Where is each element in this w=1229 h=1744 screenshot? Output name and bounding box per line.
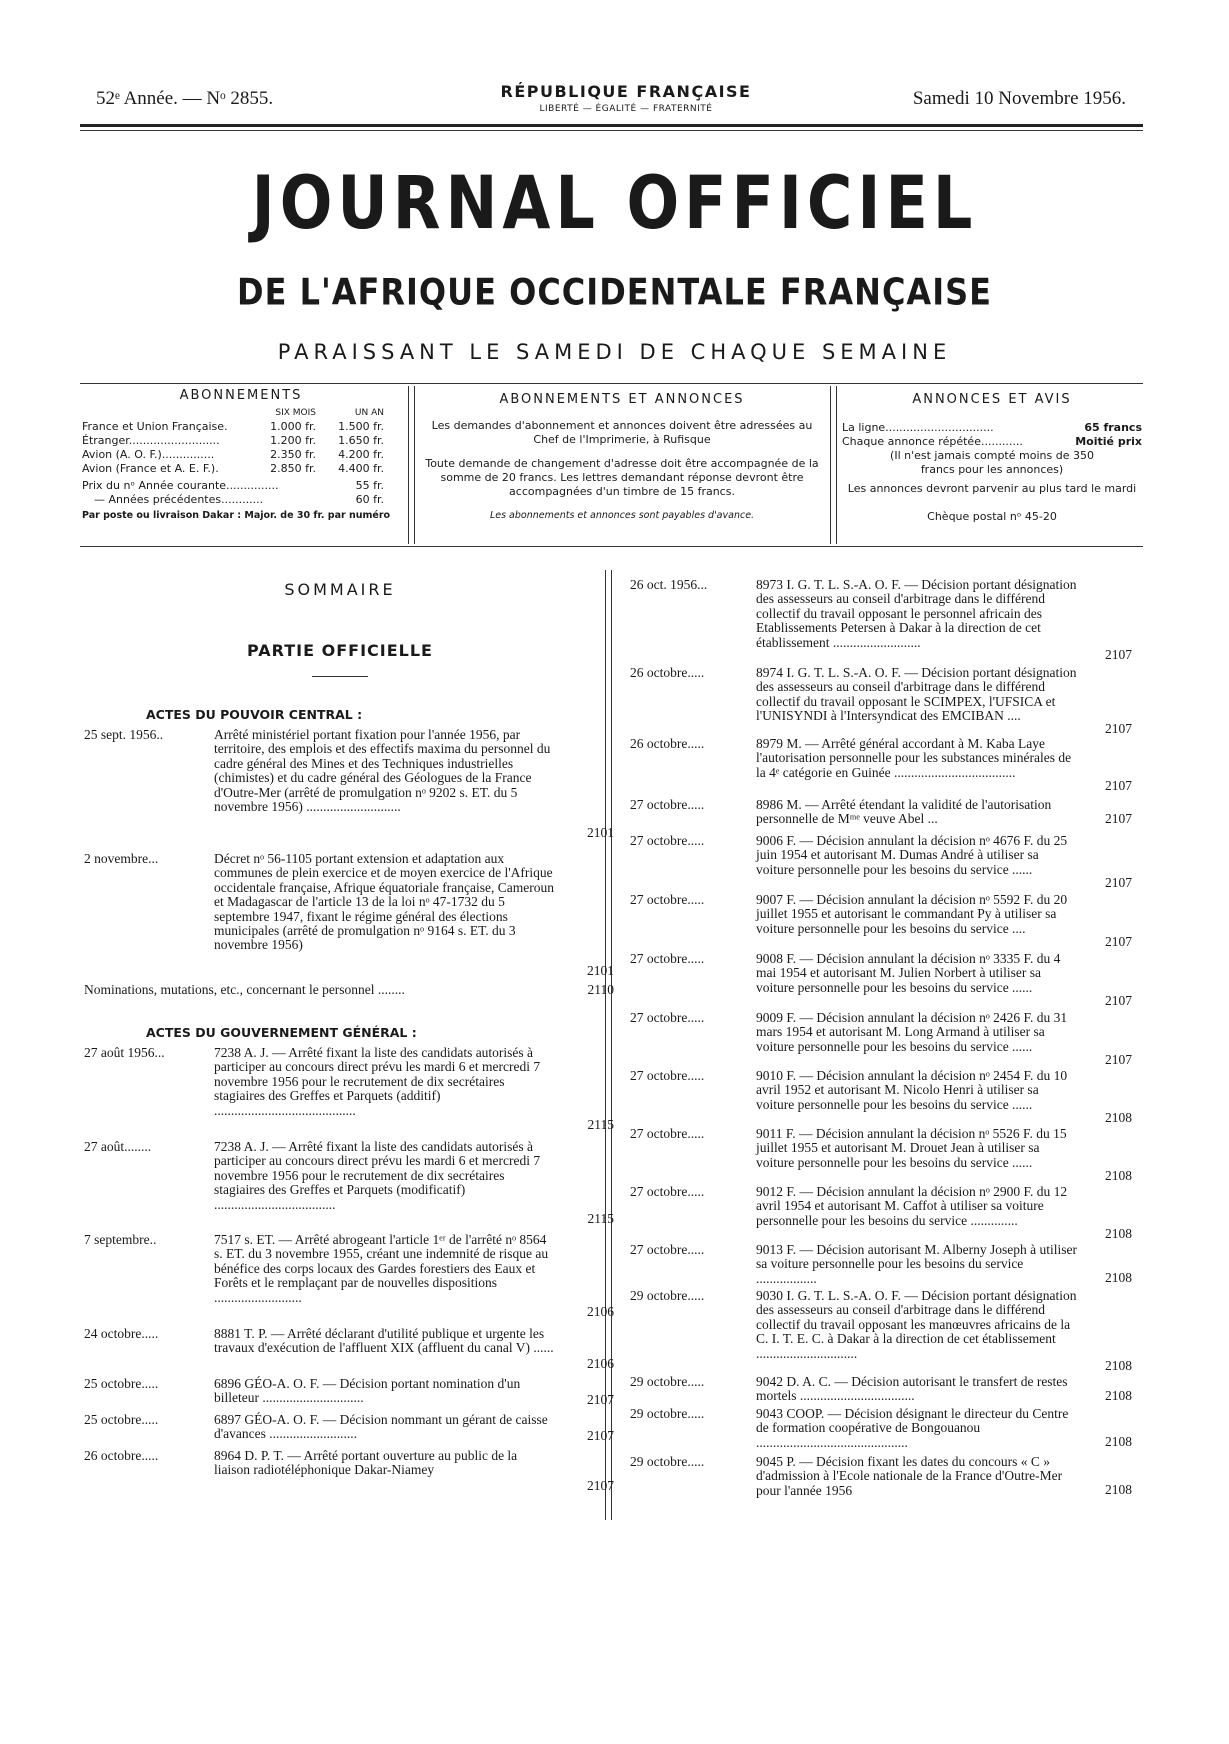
repetee-label: Chaque annonce répétée............ (842, 435, 1023, 448)
masthead (96, 82, 1126, 112)
republic-title: RÉPUBLIQUE FRANÇAISE (500, 82, 752, 101)
box-divider-1 (408, 386, 409, 544)
prix-courante-label: Prix du nᵒ Année courante............... (82, 479, 279, 492)
ligne-row (842, 421, 1142, 435)
column-divider (605, 570, 606, 1520)
abonnement-six-mois: 2.850 fr. (270, 462, 316, 475)
abonnement-row (82, 420, 400, 434)
abonnements-annonces-p2: Toute demande de changement d'adresse doit être accompagnée de la somme de 20 francs. Les lettres demandant réponse devront être accompagnées d'un timbre de 15 francs. (425, 457, 819, 498)
abonnements-rows (82, 420, 400, 476)
repetee-value: Moitié prix (1075, 435, 1142, 448)
box-divider-1b (414, 386, 415, 544)
journal-subtitle: DE L'AFRIQUE OCCIDENTALE FRANÇAISE (237, 270, 992, 314)
partie-officielle-heading: PARTIE OFFICIELLE (247, 641, 433, 660)
masthead-rule (80, 124, 1143, 127)
repetee-row (842, 435, 1142, 449)
republic-block (476, 82, 776, 114)
column-divider-b (611, 570, 612, 1520)
abonnement-six-mois: 1.200 fr. (270, 434, 316, 447)
section-gouvernement-general: ACTES DU GOUVERNEMENT GÉNÉRAL : (146, 1025, 417, 1040)
journal-tagline: PARAISSANT LE SAMEDI DE CHAQUE SEMAINE (277, 340, 952, 364)
box-divider-2b (836, 386, 837, 544)
journal-title: JOURNAL OFFICIEL (251, 159, 978, 246)
abonnements-annonces-p1: Les demandes d'abonnement et annonces doivent être adressées au Chef de l'Imprimerie, à Rufisque (431, 419, 813, 446)
abonnements-annonces-panel (424, 392, 820, 523)
sommaire-heading: SOMMAIRE (284, 580, 396, 599)
box-divider-2 (830, 386, 831, 544)
abonnements-note: Par poste ou livraison Dakar : Major. de 30 fr. par numéro (82, 510, 391, 521)
masthead-rule-thin (80, 130, 1143, 131)
abonnement-un-an: 4.400 fr. (338, 462, 384, 475)
abonnement-row (82, 434, 400, 448)
abonnement-label: Avion (France et A. E. F.). (82, 462, 219, 475)
annonces-note2: Les annonces devront parvenir au plus tard le mardi (847, 482, 1137, 495)
prix-courante-row (82, 479, 400, 493)
col-six-mois: SIX MOIS (275, 408, 316, 418)
abonnement-row (82, 448, 400, 462)
abonnement-label: France et Union Française. (82, 420, 228, 433)
prix-prec-row (82, 493, 400, 507)
prix-courante-value: 55 fr. (355, 479, 384, 492)
annonces-avis-panel (842, 392, 1142, 524)
cheque-postal: Chèque postal nᵒ 45-20 (927, 510, 1057, 523)
issue-date: Samedi 10 Novembre 1956. (912, 88, 1126, 109)
abonnement-un-an: 4.200 fr. (338, 448, 384, 461)
prix-prec-label: — Années précédentes............ (94, 493, 264, 506)
box-top-rule (80, 383, 1143, 384)
abonnement-row (82, 462, 400, 476)
abonnements-annonces-note: Les abonnements et annonces sont payables d'avance. (489, 510, 755, 521)
abonnements-annonces-heading: ABONNEMENTS ET ANNONCES (499, 392, 745, 407)
col-un-an: UN AN (354, 408, 384, 418)
issue-number: 52ᵉ Année. — Nᵒ 2855. (96, 88, 274, 109)
abonnement-un-an: 1.650 fr. (338, 434, 384, 447)
annonces-avis-heading: ANNONCES ET AVIS (912, 392, 1072, 407)
partie-rule (312, 676, 368, 677)
abonnement-six-mois: 2.350 fr. (270, 448, 316, 461)
republic-motto: LIBERTÉ — ÉGALITÉ — FRATERNITÉ (539, 104, 713, 114)
abonnements-heading: ABONNEMENTS (179, 388, 303, 403)
abonnement-six-mois: 1.000 fr. (270, 420, 316, 433)
abonnements-panel (82, 388, 400, 523)
prix-prec-value: 60 fr. (355, 493, 384, 506)
annonces-note1: (Il n'est jamais compté moins de 350 francs pour les annonces) (890, 449, 1094, 476)
ligne-label: La ligne............................... (842, 421, 994, 434)
section-pouvoir-central: ACTES DU POUVOIR CENTRAL : (146, 707, 363, 722)
abonnement-un-an: 1.500 fr. (338, 420, 384, 433)
ligne-value: 65 francs (1084, 421, 1142, 434)
abonnement-label: Avion (A. O. F.)............... (82, 448, 215, 461)
box-bottom-rule (80, 546, 1143, 547)
abonnement-label: Étranger.......................... (82, 434, 220, 447)
